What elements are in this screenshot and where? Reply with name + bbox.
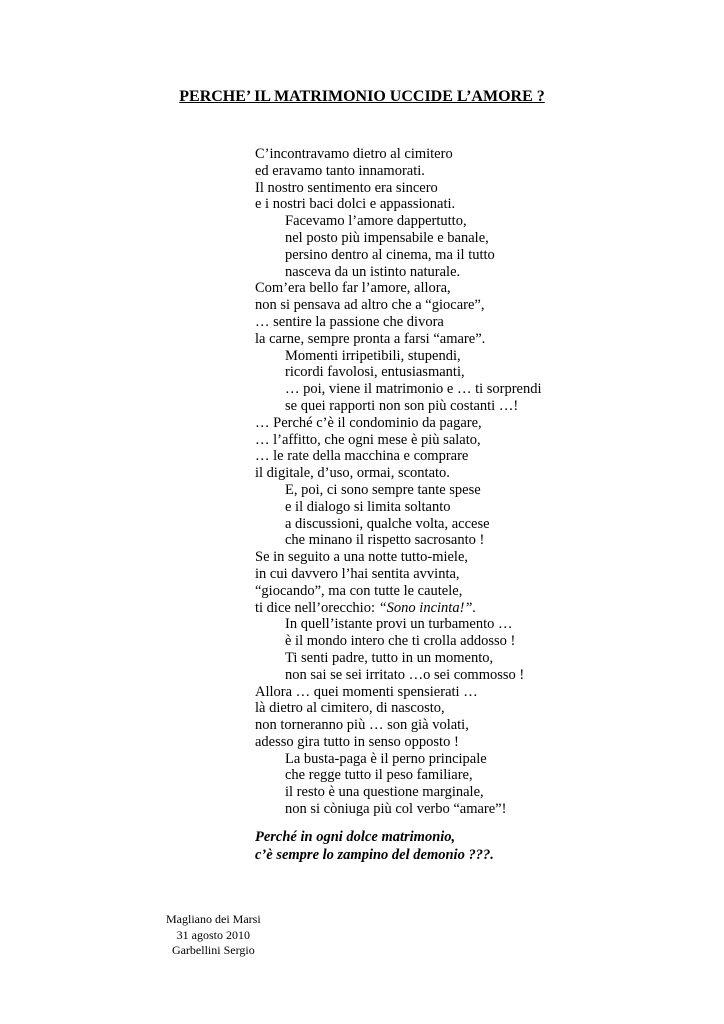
poem-line <box>255 465 542 482</box>
poem-line <box>255 566 542 583</box>
poem-line <box>255 180 542 197</box>
poem-line <box>255 264 542 281</box>
closing-couplet <box>255 828 494 864</box>
poem-line-text: non sai se sei irritato …o sei commosso ! <box>285 666 525 683</box>
poem-line-text: Com’era bello far l’amore, allora, <box>255 280 451 297</box>
poem-line <box>255 196 542 213</box>
poem-line-text: Allora … quei momenti spensierati … <box>255 683 478 700</box>
poem-line-text: ricordi favolosi, entusiasmanti, <box>285 364 465 381</box>
poem-line <box>255 784 542 801</box>
poem-line-text: Facevamo l’amore dappertutto, <box>285 213 467 230</box>
poem-line <box>255 583 542 600</box>
poem-line <box>255 751 542 768</box>
poem-line <box>255 432 542 449</box>
poem-line <box>255 767 542 784</box>
poem-line <box>255 146 542 163</box>
poem-line <box>255 163 542 180</box>
signature-date: 31 agosto 2010 <box>176 927 250 942</box>
closing-line: c’è sempre lo zampino del demonio ???. <box>255 847 494 863</box>
poem-line <box>255 364 542 381</box>
poem-line-text: La busta-paga è il perno principale <box>285 750 487 767</box>
poem-line-text: non si còniuga più col verbo “amare”! <box>285 801 507 818</box>
poem-line <box>255 482 542 499</box>
signature-block <box>166 912 261 959</box>
poem-line-text: Ti senti padre, tutto in un momento, <box>285 649 494 666</box>
poem-line <box>255 600 542 617</box>
poem-line <box>255 280 542 297</box>
poem-line-text: se quei rapporti non son più costanti …! <box>285 397 519 414</box>
poem-line <box>255 717 542 734</box>
poem-line-quote: “Sono incinta!”. <box>378 599 477 616</box>
poem-line <box>255 314 542 331</box>
poem-body <box>255 146 542 818</box>
poem-line-text: ed eravamo tanto innamorati. <box>255 162 425 179</box>
poem-line-text: che regge tutto il peso familiare, <box>285 767 473 784</box>
poem-line-text: E, poi, ci sono sempre tante spese <box>285 481 481 498</box>
poem-line-text: … l’affitto, che ogni mese è più salato, <box>255 431 481 448</box>
poem-line-text: Se in seguito a una notte tutto-miele, <box>255 549 469 566</box>
poem-line-text: in cui davvero l’hai sentita avvinta, <box>255 565 460 582</box>
poem-line <box>255 516 542 533</box>
poem-line-text: In quell’istante provi un turbamento … <box>285 616 513 633</box>
page-title: PERCHE’ IL MATRIMONIO UCCIDE L’AMORE ? <box>179 88 545 105</box>
poem-line <box>255 684 542 701</box>
poem-line-text: … poi, viene il matrimonio e … ti sorprendi <box>285 381 542 398</box>
poem-line <box>255 297 542 314</box>
poem-line-text: ti dice nell’orecchio: <box>255 599 379 616</box>
poem-line-text: e il dialogo si limita soltanto <box>285 498 451 515</box>
poem-line-text: persino dentro al cinema, ma il tutto <box>285 246 495 263</box>
closing-line: Perché in ogni dolce matrimonio, <box>255 829 456 845</box>
poem-line-text: … le rate della macchina e comprare <box>255 448 469 465</box>
poem-line-text: adesso gira tutto in senso opposto ! <box>255 733 459 750</box>
poem-line <box>255 415 542 432</box>
poem-line-text: non torneranno più … son già volati, <box>255 717 469 734</box>
poem-line-text: là dietro al cimitero, di nascosto, <box>255 700 445 717</box>
poem-line-text: il resto è una questione marginale, <box>285 784 484 801</box>
poem-line-text: nasceva da un istinto naturale. <box>285 263 461 280</box>
poem-line-text: nel posto più impensabile e banale, <box>285 229 489 246</box>
poem-line <box>255 650 542 667</box>
poem-line-text: il digitale, d’uso, ormai, scontato. <box>255 465 450 482</box>
poem-line <box>255 381 542 398</box>
poem-line <box>255 700 542 717</box>
poem-line <box>255 499 542 516</box>
poem-line-text: … sentire la passione che divora <box>255 313 444 330</box>
poem-line-text: “giocando”, ma con tutte le cautele, <box>255 582 463 599</box>
poem-line <box>255 532 542 549</box>
poem-line <box>255 348 542 365</box>
poem-line <box>255 616 542 633</box>
signature-place: Magliano dei Marsi <box>166 912 261 926</box>
poem-line <box>255 230 542 247</box>
poem-line-text: che minano il rispetto sacrosanto ! <box>285 532 485 549</box>
poem-line-text: la carne, sempre pronta a farsi “amare”. <box>255 330 486 347</box>
poem-line <box>255 448 542 465</box>
poem-line <box>255 801 542 818</box>
poem-line-text: … Perché c’è il condominio da pagare, <box>255 414 482 431</box>
poem-line <box>255 213 542 230</box>
poem-line-text: e i nostri baci dolci e appassionati. <box>255 196 456 213</box>
poem-line <box>255 667 542 684</box>
poem-line-text: Il nostro sentimento era sincero <box>255 179 438 196</box>
poem-line-text: Momenti irripetibili, stupendi, <box>285 347 461 364</box>
poem-line <box>255 633 542 650</box>
signature-author: Garbellini Sergio <box>171 943 255 957</box>
poem-line <box>255 247 542 264</box>
poem-line <box>255 734 542 751</box>
poem-line-text: non si pensava ad altro che a “giocare”, <box>255 297 485 314</box>
poem-line <box>255 549 542 566</box>
poem-line-text: è il mondo intero che ti crolla addosso ! <box>285 633 516 650</box>
poem-line <box>255 398 542 415</box>
poem-line <box>255 331 542 348</box>
poem-line-text: a discussioni, qualche volta, accese <box>285 515 490 532</box>
poem-line-text: C’incontravamo dietro al cimitero <box>255 146 453 162</box>
